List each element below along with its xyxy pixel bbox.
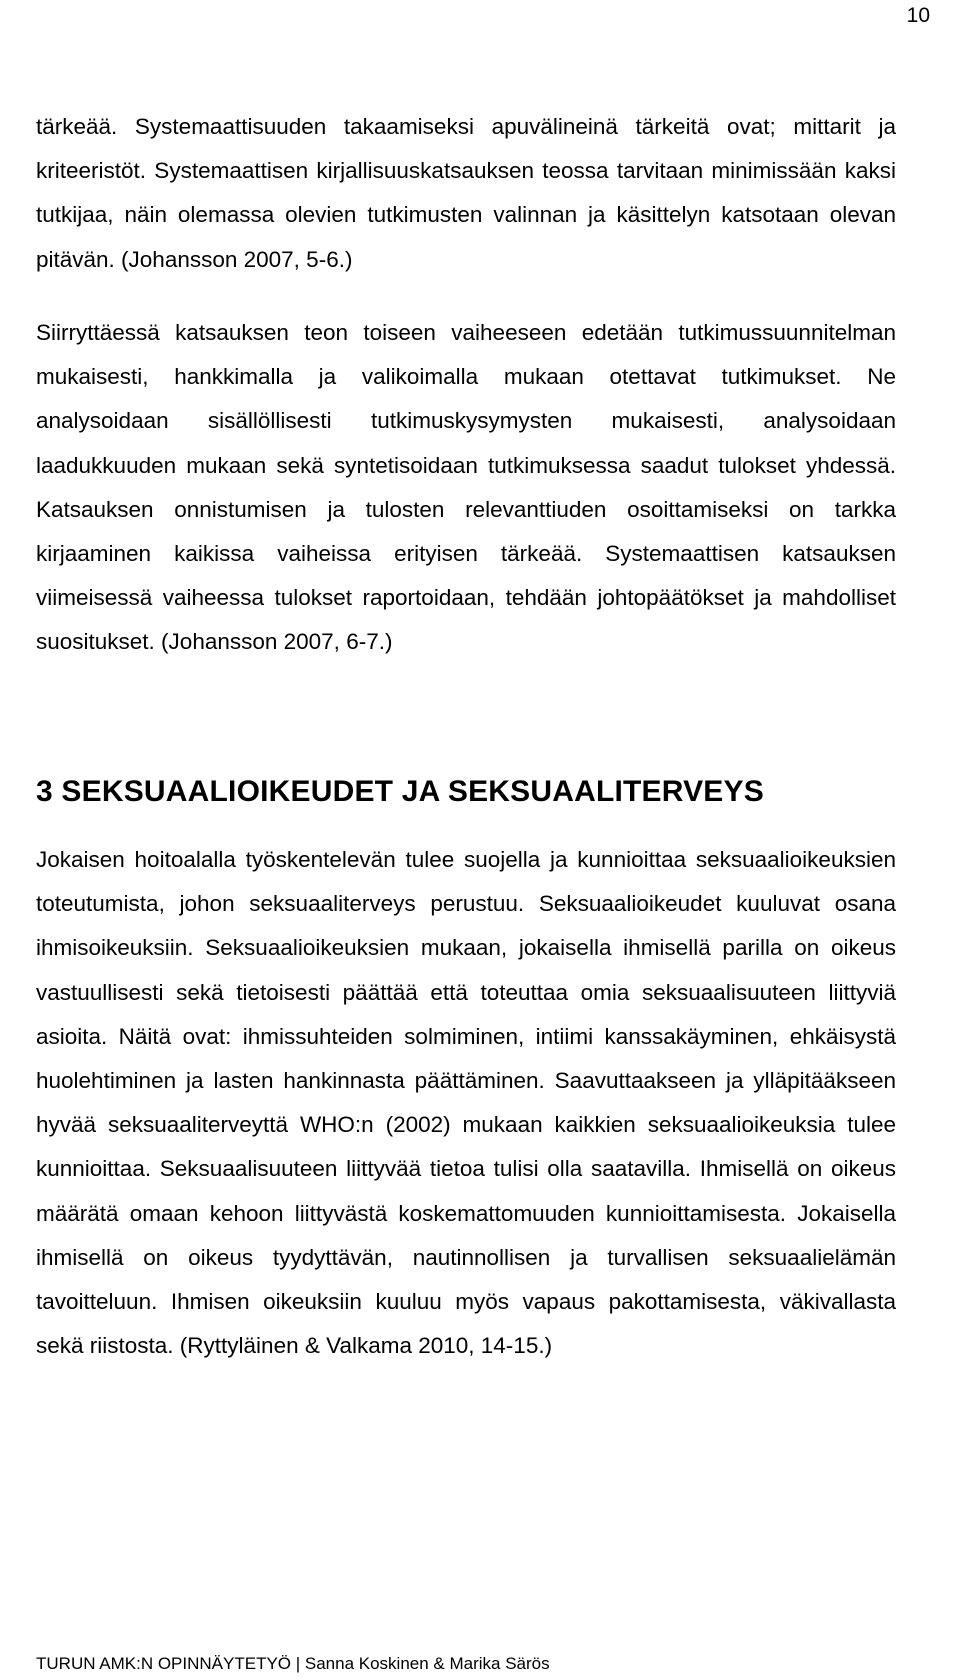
- footer-divider: [0, 1644, 960, 1645]
- section-heading: 3 SEKSUAALIOIKEUDET JA SEKSUAALITERVEYS: [36, 775, 764, 808]
- body-paragraph-1: [36, 105, 896, 282]
- body-paragraph-3: [36, 838, 896, 1368]
- body-paragraph-2: [36, 311, 896, 665]
- page-number: 10: [906, 4, 930, 27]
- paragraph-text: tärkeää. Systemaattisuuden takaamiseksi apuvälineinä tärkeitä ovat; mittarit ja kriteeristöt. Systemaattisen kirjallisuuskatsauksen teossa tarvitaan minimissään kaksi tutkijaa, näin olemassa olevien tutkimusten valinnan ja käsittelyn katsotaan olevan pitävän. (Johansson 2007, 5-6.): [36, 114, 896, 272]
- page-footer: [36, 1654, 550, 1674]
- paragraph-text: Siirryttäessä katsauksen teon toiseen vaiheeseen edetään tutkimussuunnitelman mukaisesti, hankkimalla ja valikoimalla mukaan otettavat tutkimukset. Ne analysoidaan sisällöllisesti tutkimuskysymysten mukaisesti, analysoidaan laadukkuuden mukaan sekä syntetisoidaan tutkimuksessa saadut tulokset yhdessä. Katsauksen onnistumisen ja tulosten relevanttiuden osoittamiseksi on tarkka kirjaaminen kaikissa vaiheissa erityisen tärkeää. Systemaattisen katsauksen viimeisessä vaiheessa tulokset raportoidaan, tehdään johtopäätökset ja mahdolliset suositukset. (Johansson 2007, 6-7.): [36, 320, 896, 655]
- paragraph-text: Jokaisen hoitoalalla työskentelevän tulee suojella ja kunnioittaa seksuaalioikeuksien toteutumista, johon seksuaaliterveys perustuu. Seksuaalioikeudet kuuluvat osana ihmisoikeuksiin. Seksuaalioikeuksien mukaan, jokaisella ihmisellä parilla on oikeus vastuullisesti sekä tietoisesti päättää että toteuttaa omia seksuaalisuuteen liittyviä asioita. Näitä ovat: ihmissuhteiden solmiminen, intiimi kanssakäyminen, ehkäisystä huolehtiminen ja lasten hankinnasta päättäminen. Saavuttaakseen ja ylläpitääkseen hyvää seksuaaliterveyttä WHO:n (2002) mukaan kaikkien seksuaalioikeuksia tulee kunnioittaa. Seksuaalisuuteen liittyvää tietoa tulisi olla saatavilla. Ihmisellä on oikeus määrätä omaan kehoon liittyvästä koskemattomuuden kunnioittamisesta. Jokaisella ihmisellä on oikeus tyydyttävän, nautinnollisen ja turvallisen seksuaalielämän tavoitteluun. Ihmisen oikeuksiin kuuluu myös vapaus pakottamisesta, väkivallasta sekä riistosta. (Ryttyläinen & Valkama 2010, 14-15.): [36, 847, 896, 1359]
- footer-text: TURUN AMK:N OPINNÄYTETYÖ | Sanna Koskinen & Marika Särös: [36, 1654, 550, 1673]
